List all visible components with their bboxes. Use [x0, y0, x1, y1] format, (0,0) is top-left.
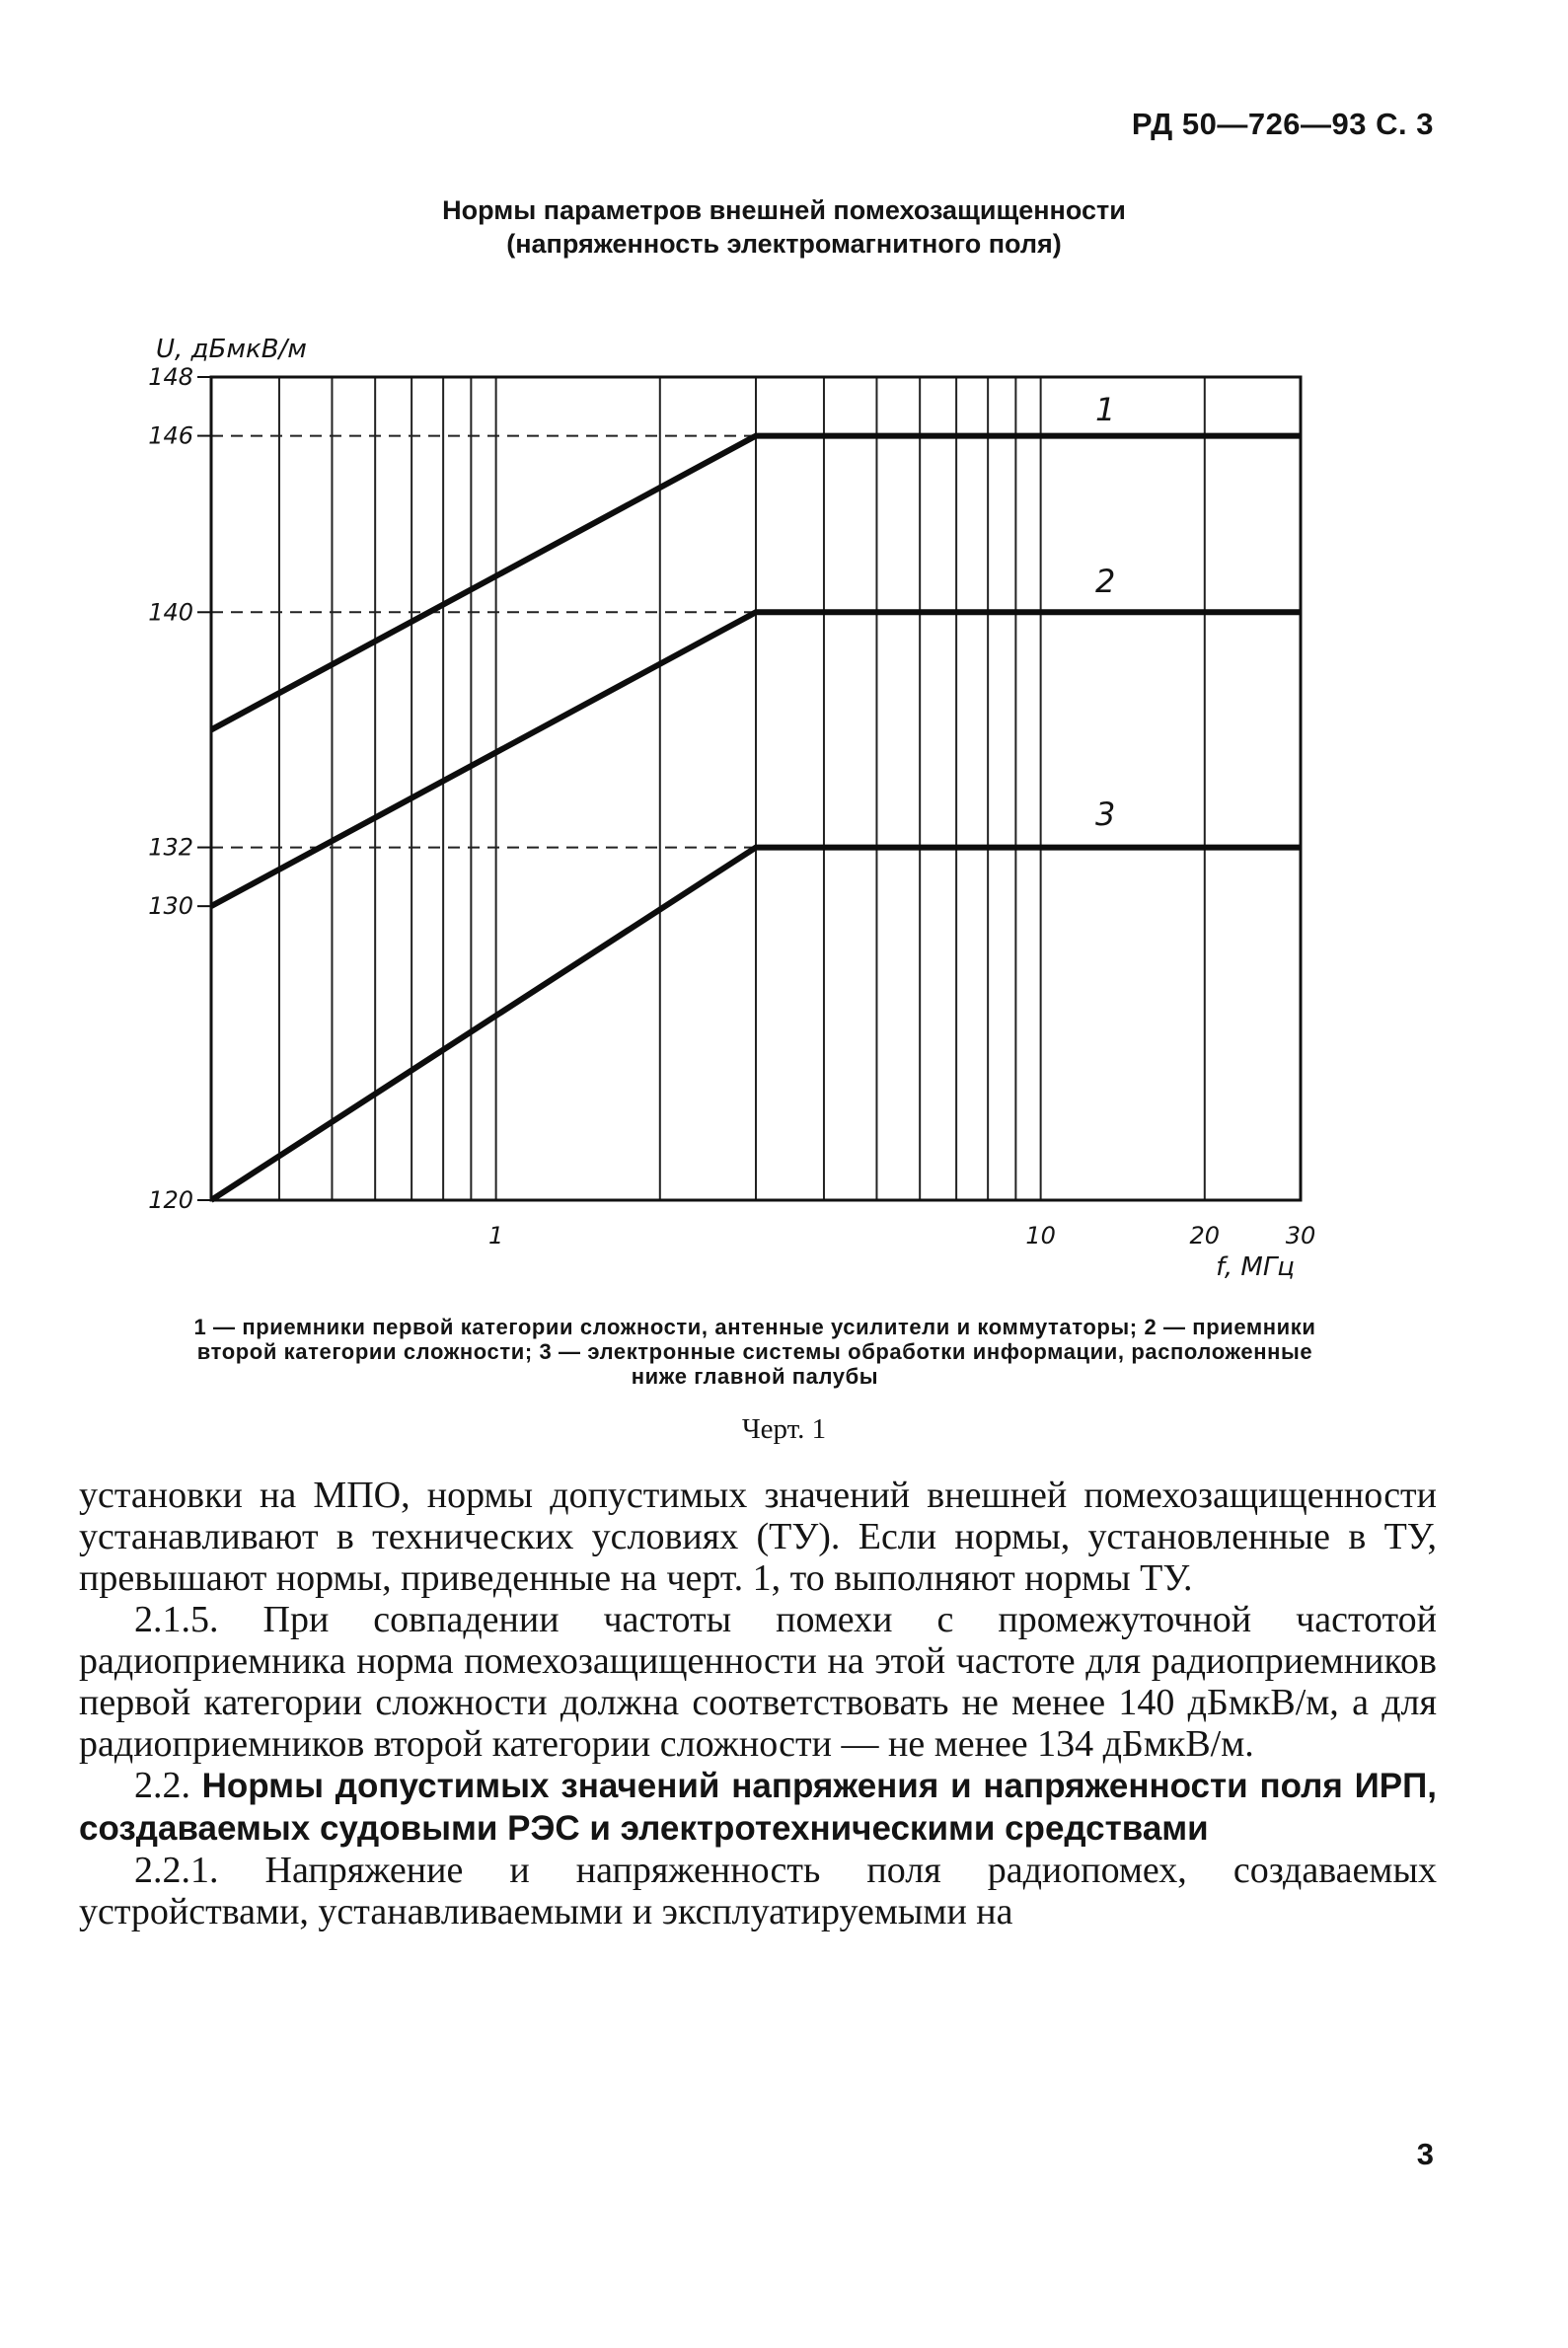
- paragraph-continuation: установки на МПО, нормы допустимых значений внешней помехозащищенности устанавливают в технических условиях (ТУ). Если нормы, установленные в ТУ, превышают нормы, приведенные на черт. 1, то выполняют нормы ТУ.: [79, 1475, 1437, 1599]
- series-label-1: 1: [1095, 391, 1116, 428]
- y-tick-label: 148: [148, 363, 193, 391]
- body-text: [79, 1475, 1437, 1932]
- y-tick-label: 130: [148, 892, 193, 921]
- paragraph-2-1-5: 2.1.5. При совпадении частоты помехи с промежуточной частотой радиоприемника норма помехозащищенности на этой частоте для радиоприемников первой категории сложности должна соответствовать не менее 140 дБмкВ/м, а для радиоприемников второй категории сложности — не менее 134 дБмкВ/м.: [79, 1599, 1437, 1765]
- x-axis-label: f, МГц: [1216, 1252, 1295, 1282]
- section-2-2-heading: [79, 1765, 1437, 1850]
- figure-label: Черт. 1: [741, 1413, 827, 1445]
- document-header: РД 50—726—93 С. 3: [1131, 107, 1434, 141]
- y-tick-label: 146: [148, 421, 193, 450]
- x-tick-label: 30: [1285, 1222, 1316, 1250]
- chart-axes: [197, 377, 1301, 1200]
- y-tick-label: 120: [148, 1186, 193, 1214]
- x-tick-label: 10: [1025, 1222, 1056, 1250]
- chart-caption: 1 — приемники первой категории сложности, антенные усилители и коммутаторы; 2 — приемники второй категории сложности; 3 — электронные системы обработки информации, расположенные ниже главной палубы: [193, 1315, 1316, 1389]
- page-number: 3: [1416, 2137, 1434, 2171]
- section-heading-text: Нормы допустимых значений напряжения и напряженности поля ИРП, создаваемых судовыми РЭС и электротехническими средствами: [79, 1767, 1437, 1848]
- y-tick-label: 140: [148, 598, 193, 627]
- y-tick-label: 132: [148, 833, 193, 862]
- y-axis-label: U, дБмкВ/м: [156, 335, 307, 364]
- series-label-3: 3: [1095, 795, 1116, 833]
- paragraph-2-2-1: 2.2.1. Напряжение и напряженность поля радиопомех, создаваемых устройствами, устанавливаемыми и эксплуатируемыми на: [79, 1850, 1437, 1932]
- x-tick-label: 20: [1189, 1222, 1221, 1250]
- section-number: 2.2.: [134, 1765, 190, 1806]
- chart-labels: [148, 335, 1315, 1282]
- x-tick-label: 1: [487, 1222, 504, 1250]
- chart-title-line-2: (напряженность электромагнитного поля): [506, 229, 1062, 259]
- chart-grid: [211, 377, 1301, 1200]
- series-label-2: 2: [1095, 563, 1116, 600]
- chart-title-line-1: Нормы параметров внешней помехозащищенности: [442, 195, 1126, 225]
